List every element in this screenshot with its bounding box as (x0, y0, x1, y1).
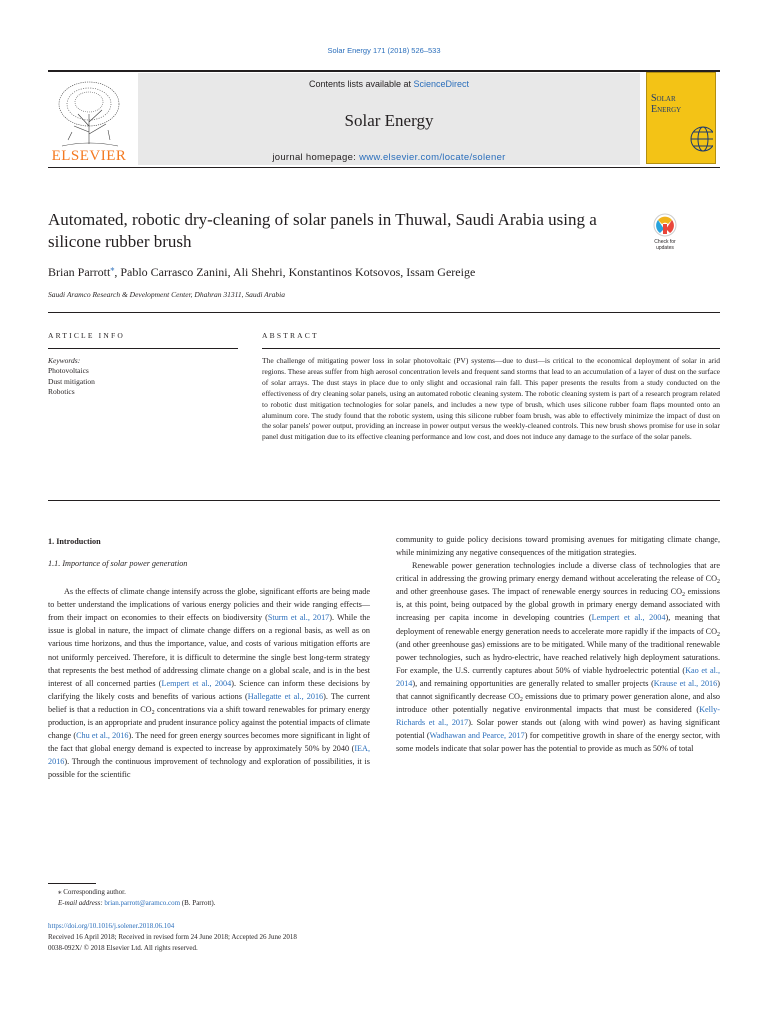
citation-link[interactable]: Lempert et al., 2004 (591, 613, 666, 623)
citation-link[interactable]: Krause et al., 2016 (653, 678, 718, 688)
citation-link[interactable]: Wadhawan and Pearce, 2017 (429, 731, 525, 741)
header-divider (48, 312, 720, 313)
check-for-updates-icon[interactable] (648, 212, 682, 252)
masthead-banner (138, 73, 640, 165)
doi-link[interactable]: https://doi.org/10.1016/j.solener.2018.06.104 (48, 922, 175, 930)
text-run: ). While the issue is global in nature, the impact of climate change differs on a regional basis, as well as on various time horizons, and thus the importance, value, and costs of various mitigation efforts are not uniformly perceived. Therefore, it is difficult to determine the single best long-term strategy that represents the best method of addressing climate change on a global scale, and is in the best interest of all concerned parties ( (48, 613, 370, 688)
body-paragraph (48, 585, 370, 781)
elsevier-wordmark: ELSEVIER (51, 148, 127, 164)
subscript: 2 (717, 579, 720, 586)
homepage-prefix: journal homepage: (272, 152, 360, 163)
journal-homepage-line (138, 152, 640, 163)
masthead-top-rule (48, 70, 720, 72)
journal-citation[interactable]: Solar Energy 171 (2018) 526–533 (327, 46, 441, 55)
text-run: ). Through the continuous improvement of technology and exploration of possibilities, it is possible for the scientific (48, 757, 370, 780)
text-run: ). Solar power stands out (along with wind power) as having significant potential ( (396, 718, 720, 741)
author-name: Brian Parrott (48, 265, 111, 279)
text-run: As the effects of climate change intensify across the globe, significant efforts are being made to better understand the implications of various energy policies and their wide ranging effects—from their impact on economies to their effects on biodiversity ( (48, 587, 370, 623)
section-heading: 1. Introduction (48, 537, 101, 546)
body-column-left (48, 535, 370, 781)
email-label: E-mail address: (58, 899, 105, 907)
contents-prefix: Contents lists available at (308, 79, 414, 89)
text-run: emissions is, at this point, being outpaced by the global growth in primary energy demand associated with increasing per capita income in developing countries ( (396, 587, 720, 623)
text-run: emissions due to primary power generation alone, and also introduce other potentially negative environmental impacts that must be considered ( (396, 691, 720, 715)
journal-masthead (48, 70, 720, 168)
citation-link[interactable]: IEA, 2016 (48, 744, 370, 767)
text-run: concentrations via a shift toward renewables for primary energy production, is an appropriate and prudent insurance policy against the potential impacts of climate change ( (48, 704, 371, 741)
article-info-rule (48, 348, 238, 349)
journal-cover-thumbnail[interactable] (646, 72, 716, 164)
subscript: 2 (151, 709, 155, 716)
body-column-right (396, 533, 720, 755)
sciencedirect-link[interactable]: ScienceDirect (413, 79, 470, 89)
author-names-rest: , Pablo Carrasco Zanini, Ali Shehri, Konstantinos Kotsovos, Issam Gereige (114, 265, 476, 279)
body-paragraph: community to guide policy decisions toward promising avenues for mitigating climate change, while minimizing any negative consequences of the mitigation strategies. (396, 535, 720, 558)
body-paragraph (396, 559, 720, 755)
cover-title-line-2: Energy (651, 104, 682, 115)
abstract-text: The challenge of mitigating power loss in solar photovoltaic (PV) systems—due to dust—is critical to the economical deployment of solar in arid regions. These areas suffer from high aerosol concentration levels and frequent sand storms that lead to an accumulation of a layer of dust on the surface of solar arrays. The dust stays in place due to only slight and occasional rain fall. This paper presents the results from a study conducted on the effectiveness of dry cleaning solar panels, using an automated robotic cleaning system. The robotic cleaning system is part of a research program related to robotic dust mitigation technologies for solar panels, and includes a new type of brush, which uses silicone rubber foam flaps mounted onto an aluminum core. The study found that the robotic system, using this silicone rubber foam brush, was able to effectively minimize the impact of dust on the solar panels' power output, providing an increase in power output versus the weekly-cleaned controls. This new brush shows promise for use in solar panel dust mitigation due to its effective cleaning performance and low cost, and does not induce any damage to the surface of the solar panels. (262, 356, 720, 442)
text-run: ) for competitive growth in share of the energy sector, with some models indicate that solar power has the potential to provide as much as 50% of total (396, 731, 721, 754)
email-suffix: (B. Parrott). (180, 899, 216, 907)
publication-info (48, 921, 297, 954)
keywords-block (48, 356, 238, 398)
keyword-item: Photovoltaics (48, 366, 89, 376)
citation-link[interactable]: Chu et al., 2016 (76, 731, 129, 741)
email-note (48, 898, 215, 909)
article-title: Automated, robotic dry-cleaning of solar panels in Thuwal, Saudi Arabia using a silicone rubber brush (48, 210, 597, 251)
citation-link[interactable]: Hallegatte et al., 2016 (247, 691, 324, 701)
text-run: ). Science can inform these decisions by clarifying the likely costs and benefits of various actions ( (48, 678, 370, 701)
masthead-bottom-rule (48, 167, 720, 168)
text-run: ), and remaining opportunities are generally related to smaller projects ( (412, 678, 654, 688)
text-run: and other greenhouse gases. The impact of renewable energy sources in reducing CO (396, 587, 683, 597)
cover-title (651, 93, 681, 115)
subscript: 2 (717, 631, 720, 638)
copyright-line: 0038-092X/ © 2018 Elsevier Ltd. All rights reserved. (48, 944, 198, 952)
author-affiliation: Saudi Aramco Research & Development Center, Dhahran 31311, Saudi Arabia (48, 290, 285, 299)
corresponding-author-mark[interactable]: ⁎ (110, 264, 115, 273)
footnotes (48, 887, 215, 909)
crossmark-label-2: updates (656, 245, 674, 251)
footnote-rule (48, 883, 96, 884)
crossmark-label-1: Check for (654, 239, 676, 245)
journal-homepage-link[interactable]: www.elsevier.com/locate/solener (359, 152, 506, 163)
text-run: Renewable power generation technologies include a diverse class of technologies that are critical in addressing the growing primary energy demand without accelerating the release of CO (396, 561, 720, 584)
author-list (48, 264, 688, 280)
text-run: ). The need for green energy sources becomes more significant in light of the fact that global energy demand is expected to increase by approximately 50% by 2040 ( (48, 731, 370, 754)
text-run: ), meaning that deployment of renewable energy generation needs to accelerate more rapidly if the impacts of CO (396, 613, 720, 636)
subsection-heading: 1.1. Importance of solar power generation (48, 559, 188, 569)
citation-link[interactable]: Sturm et al., 2017 (267, 613, 330, 623)
citation-link[interactable]: Lempert et al., 2004 (161, 678, 232, 688)
keyword-item: Robotics (48, 387, 75, 397)
corresponding-author-note: ⁎ Corresponding author. (58, 888, 126, 896)
text-run: ). The current belief is that a reduction in CO (48, 691, 370, 714)
contents-lists-line (138, 79, 640, 89)
abstract-heading: ABSTRACT (262, 331, 319, 340)
abstract-rule (262, 348, 720, 349)
author-email-link[interactable]: brian.parrott@aramco.com (104, 899, 181, 907)
keywords-label: Keywords: (48, 356, 81, 365)
keyword-item: Dust mitigation (48, 376, 95, 386)
article-info-heading: ARTICLE INFO (48, 331, 125, 340)
journal-name: Solar Energy (344, 111, 434, 130)
text-run: ) that cannot significantly decrease CO (396, 678, 720, 701)
subscript: 2 (682, 592, 686, 599)
text-run: (and other greenhouse gas) emissions are to be mitigated. While many of the traditional renewable power technologies, such as hydro-electric, have reached relatively high deployment saturations. For example, the U.S. currently captures about 50% of viable hydroelectric potential ( (396, 639, 720, 675)
received-dates: Received 16 April 2018; Received in revised form 24 June 2018; Accepted 26 June 2018 (48, 933, 297, 941)
cover-globe-icon (689, 121, 713, 157)
citation-link[interactable]: Kao et al., 2014 (396, 665, 720, 688)
cover-title-line-1: Solar (651, 93, 676, 104)
citation-link[interactable]: Kelly-Richards et al., 2017 (396, 705, 720, 728)
abstract-bottom-divider (48, 500, 720, 501)
subscript: 2 (519, 696, 523, 703)
